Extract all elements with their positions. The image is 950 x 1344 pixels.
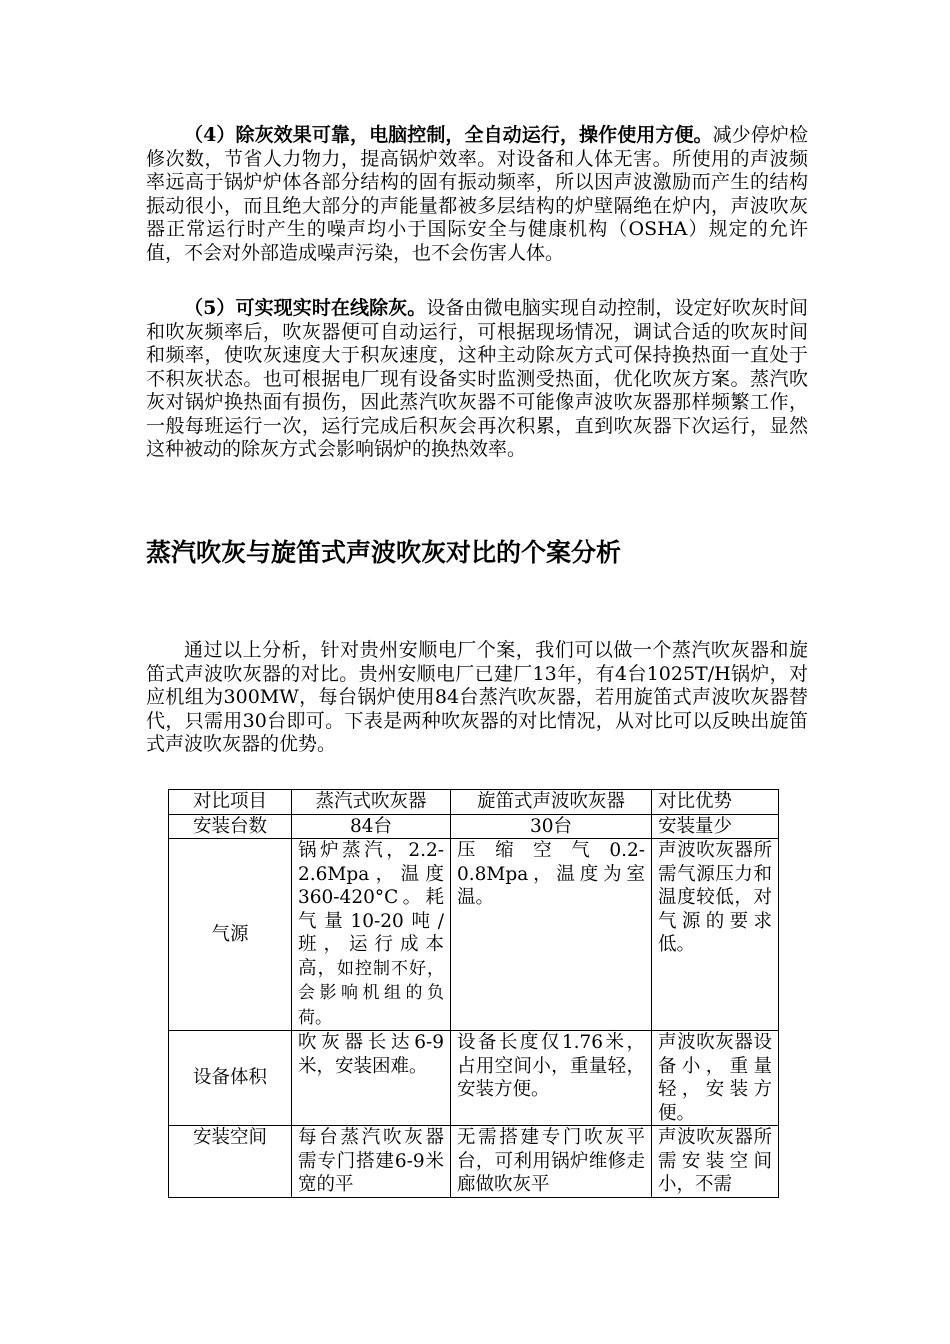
table-cell-text: 锅炉蒸汽，2.2-2.6Mpa，温度360-420°C。耗气量10-20吨/班，运行成本高，	[298, 840, 444, 979]
table-row	[169, 1031, 779, 1126]
table-cell: 每台蒸汽吹灰器需专门搭建6-9米宽的平	[292, 1126, 451, 1198]
table-row	[169, 814, 779, 839]
header-cell: 蒸汽式吹灰器	[292, 790, 451, 815]
table-cell: 设备体积	[169, 1031, 292, 1126]
table-cell: 声波吹灰器所需气源压力和温度较低，对气源的要求低。	[652, 839, 779, 1031]
paragraph-5-heading: （5）可实现实时在线除灰。	[184, 297, 427, 319]
table-header-row	[169, 790, 779, 815]
table-cell: 声波吹灰器所需安装空间小，不需	[652, 1126, 779, 1198]
table-cell-text-small: 如控制不好，会影响机组的负荷。	[298, 958, 444, 1028]
header-cell: 旋笛式声波吹灰器	[451, 790, 652, 815]
table-cell: 设备长度仅1.76米，占用空间小，重量轻，安装方便。	[451, 1031, 652, 1126]
header-cell: 对比优势	[652, 790, 779, 815]
section-heading: 蒸汽吹灰与旋笛式声波吹灰对比的个案分析	[146, 538, 622, 567]
table-cell: 声波吹灰器设备小，重量轻，安装方便。	[652, 1031, 779, 1126]
header-cell: 对比项目	[169, 790, 292, 815]
table-cell: 30台	[451, 814, 652, 839]
table-row	[169, 839, 779, 1031]
paragraph-5	[146, 297, 808, 462]
table-cell: 安装空间	[169, 1126, 292, 1198]
paragraph-4	[146, 124, 808, 265]
table-cell: 84台	[292, 814, 451, 839]
table-cell	[292, 839, 451, 1031]
comparison-table	[168, 789, 779, 1198]
paragraph-4-heading: （4）除灰效果可靠，电脑控制，全自动运行，操作使用方便。	[184, 124, 713, 146]
table-cell: 安装量少	[652, 814, 779, 839]
table-row	[169, 1126, 779, 1198]
table-cell: 压缩空气0.2-0.8Mpa，温度为室温。	[451, 839, 652, 1031]
table-cell: 吹灰器长达6-9米，安装困难。	[292, 1031, 451, 1126]
paragraph-5-body: 设备由微电脑实现自动控制，设定好吹灰时间和吹灰频率后，吹灰器便可自动运行，可根据现场情况，调试合适的吹灰时间和频率，使吹灰速度大于积灰速度，这种主动除灰方式可保持换热面一直处于不积灰状态。也可根据电厂现有设备实时监测受热面，优化吹灰方案。蒸汽吹灰对锅炉换热面有损伤，因此蒸汽吹灰器不可能像声波吹灰器那样频繁工作，一般每班运行一次，运行完成后积灰会再次积累，直到吹灰器下次运行，显然这种被动的除灰方式会影响锅炉的换热效率。	[146, 297, 808, 460]
table-cell: 安装台数	[169, 814, 292, 839]
paragraph-4-body: 减少停炉检修次数，节省人力物力，提高锅炉效率。对设备和人体无害。所使用的声波频率远高于锅炉炉体各部分结构的固有振动频率，所以因声波激励而产生的结构振动很小，而且绝大部分的声能量都被多层结构的炉壁隔绝在炉内，声波吹灰器正常运行时产生的噪声均小于国际安全与健康机构（OSHA）规定的允许值，不会对外部造成噪声污染，也不会伤害人体。	[146, 124, 808, 264]
table-cell: 气源	[169, 839, 292, 1031]
intro-paragraph: 通过以上分析，针对贵州安顺电厂个案，我们可以做一个蒸汽吹灰器和旋笛式声波吹灰器的对比。贵州安顺电厂已建厂13年，有4台1025T/H锅炉，对应机组为300MW，每台锅炉使用84台蒸汽吹灰器，若用旋笛式声波吹灰器替代，只需用30台即可。下表是两种吹灰器的对比情况，从对比可以反映出旋笛式声波吹灰器的优势。	[146, 639, 808, 755]
table-cell: 无需搭建专门吹灰平台，可利用锅炉维修走廊做吹灰平	[451, 1126, 652, 1198]
